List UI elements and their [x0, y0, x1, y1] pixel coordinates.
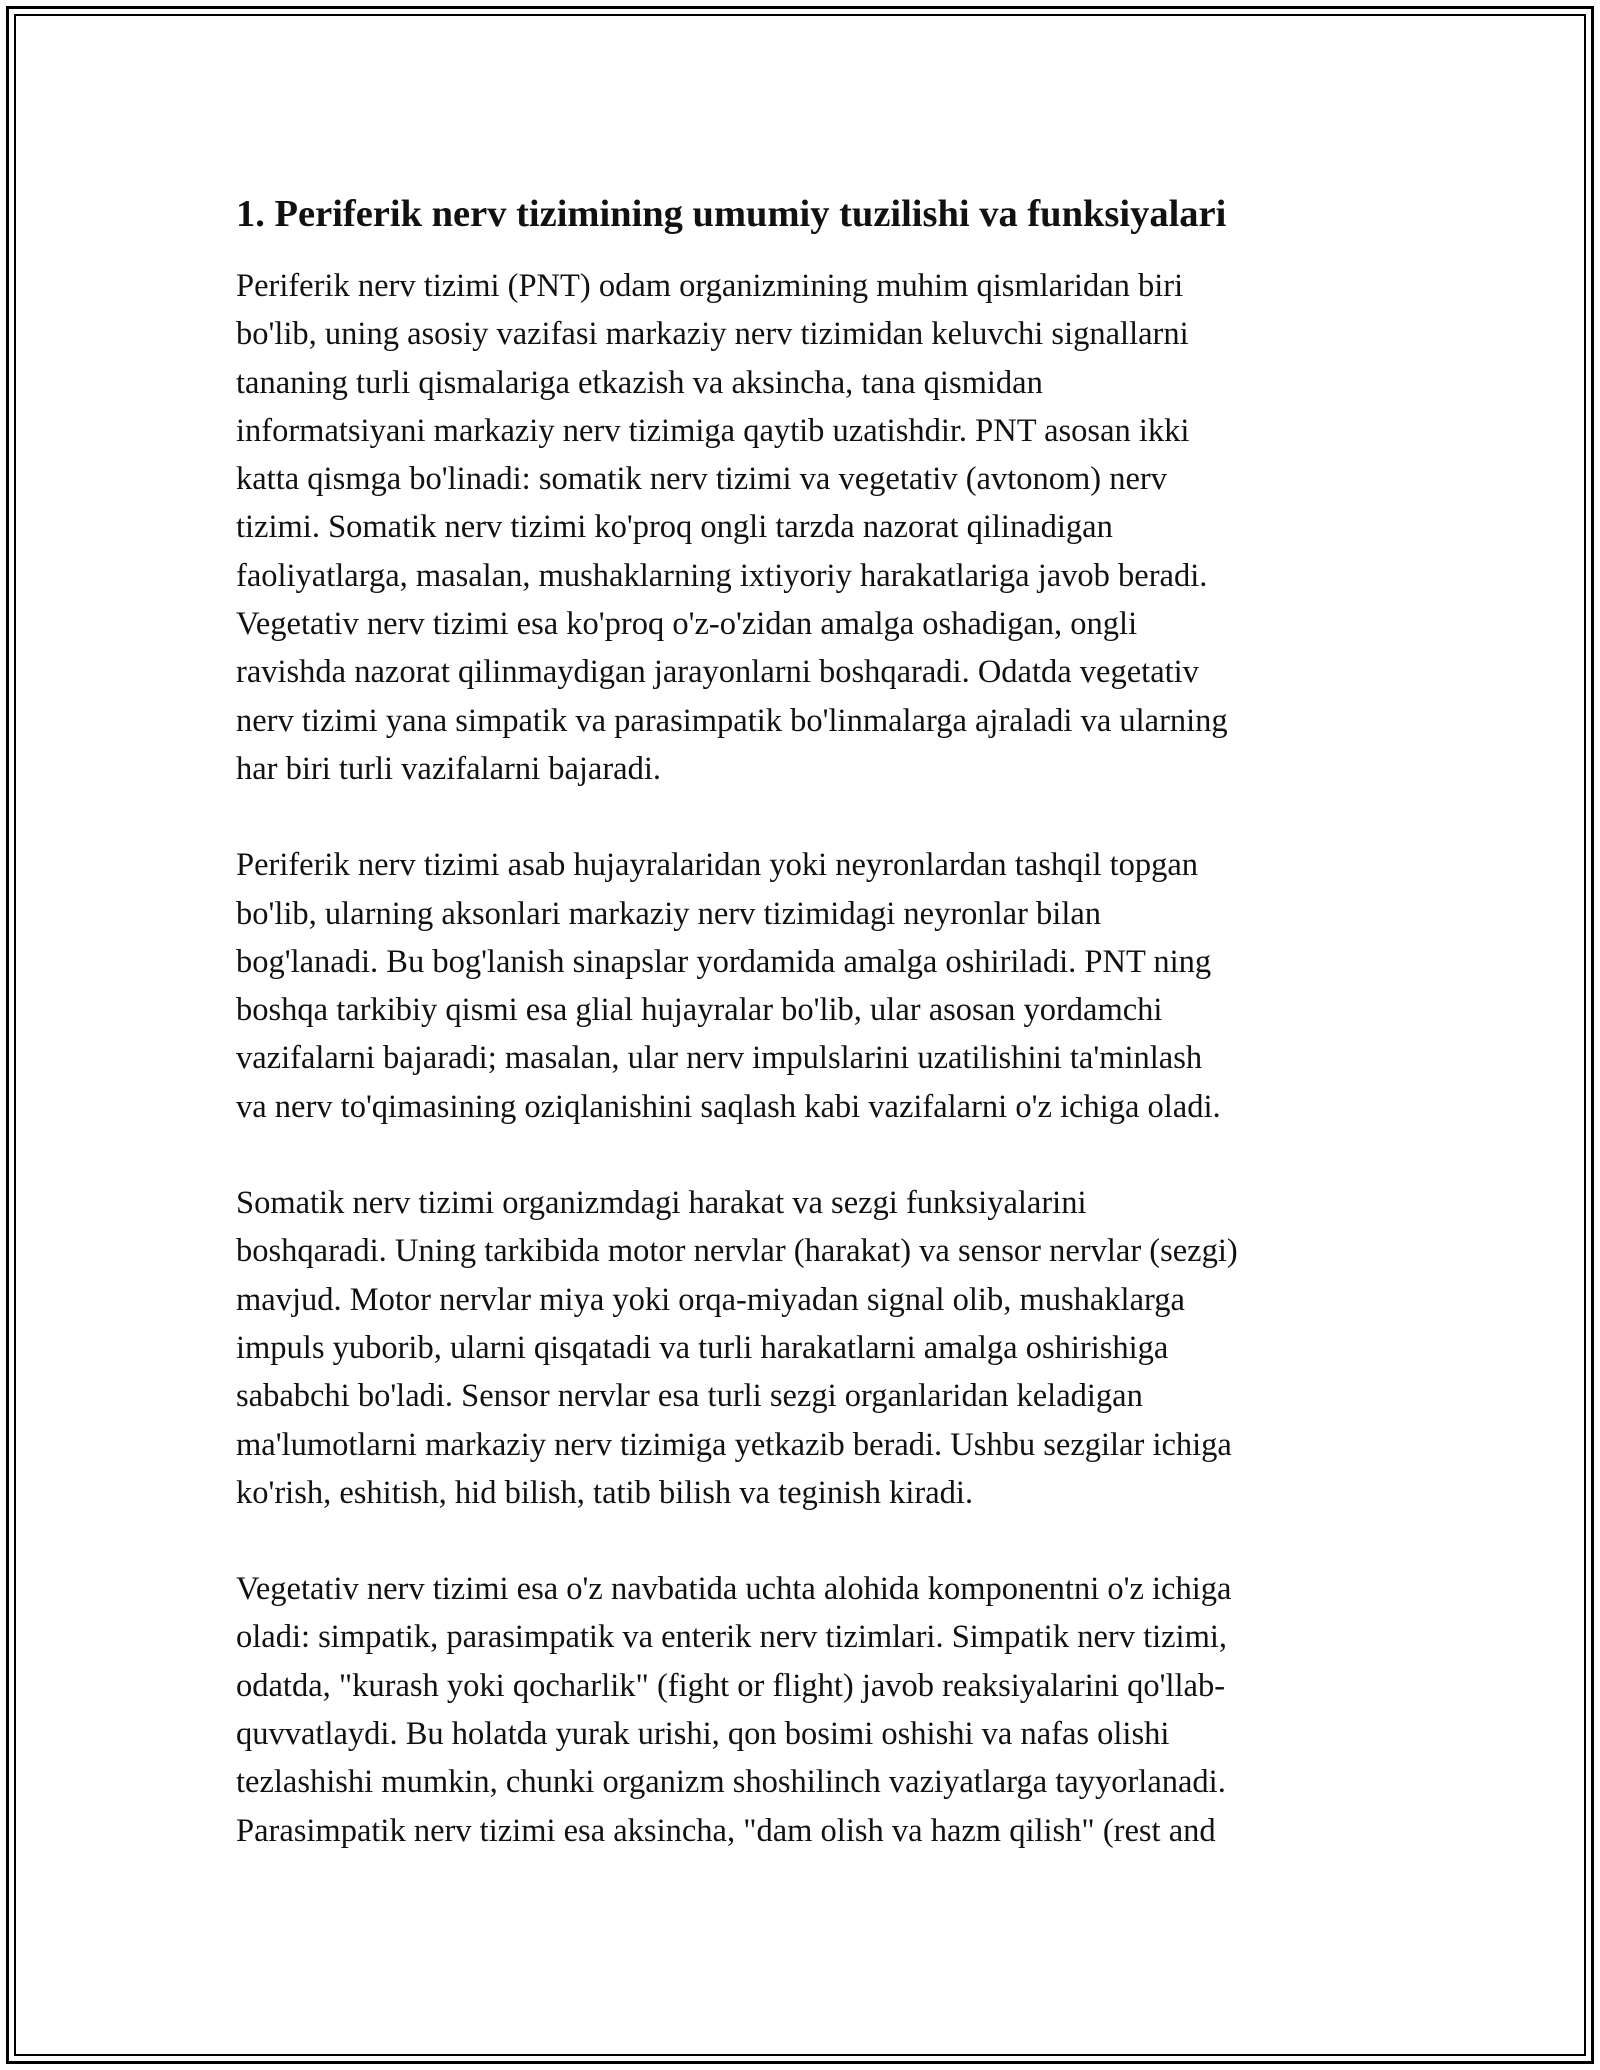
paragraph-1 [236, 262, 1376, 793]
text-line: faoliyatlarga, masalan, mushaklarning ixtiyoriy harakatlariga javob beradi. [236, 557, 1208, 594]
text-line: Vegetativ nerv tizimi esa ko'proq o'z-o'zidan amalga oshadigan, ongli [236, 606, 1138, 643]
text-line: tizimi. Somatik nerv tizimi ko'proq ongli tarzda nazorat qilinadigan [236, 509, 1113, 546]
text-line: boshqaradi. Uning tarkibida motor nervlar (harakat) va sensor nervlar (sezgi) [236, 1233, 1238, 1270]
text-line: Periferik nerv tizimi asab hujayralaridan yoki neyronlardan tashqil topgan [236, 847, 1199, 884]
text-line: odatda, "kurash yoki qocharlik" (fight or flight) javob reaksiyalarini qo'llab- [236, 1667, 1226, 1704]
text-line: ko'rish, eshitish, hid bilish, tatib bilish va teginish kiradi. [236, 1474, 974, 1511]
paragraph-3 [236, 1179, 1376, 1517]
text-line: bo'lib, uning asosiy vazifasi markaziy nerv tizimidan keluvchi signallarni [236, 316, 1189, 353]
document-body [236, 186, 1376, 1903]
text-line: vazifalarni bajaradi; masalan, ular nerv impulslarini uzatilishini ta'minlash [236, 1040, 1203, 1077]
text-line: Parasimpatik nerv tizimi esa aksincha, "dam olish va hazm qilish" (rest and [236, 1812, 1216, 1849]
text-line: Vegetativ nerv tizimi esa o'z navbatida uchta alohida komponentni o'z ichiga [236, 1571, 1232, 1608]
text-line: tananing turli qismalariga etkazish va aksincha, tana qismidan [236, 364, 1043, 401]
text-line: har biri turli vazifalarni bajaradi. [236, 750, 662, 787]
text-line: tezlashishi mumkin, chunki organizm shoshilinch vaziyatlarga tayyorlanadi. [236, 1764, 1226, 1801]
text-line: nerv tizimi yana simpatik va parasimpatik bo'linmalarga ajraladi va ularning [236, 702, 1228, 739]
text-line: quvvatlaydi. Bu holatda yurak urishi, qon bosimi oshishi va nafas olishi [236, 1716, 1170, 1753]
text-line: bog'lanadi. Bu bog'lanish sinapslar yordamida amalga oshiriladi. PNT ning [236, 943, 1212, 980]
text-line: oladi: simpatik, parasimpatik va enterik nerv tizimlari. Simpatik nerv tizimi, [236, 1619, 1228, 1656]
text-line: va nerv to'qimasining oziqlanishini saqlash kabi vazifalarni o'z ichiga oladi. [236, 1088, 1221, 1125]
text-line: ravishda nazorat qilinmaydigan jarayonlarni boshqaradi. Odatda vegetativ [236, 654, 1199, 691]
text-line: bo'lib, ularning aksonlari markaziy nerv tizimidagi neyronlar bilan [236, 895, 1102, 932]
text-line: ma'lumotlarni markaziy nerv tizimiga yetkazib beradi. Ushbu sezgilar ichiga [236, 1426, 1232, 1463]
text-line: sababchi bo'ladi. Sensor nervlar esa turli sezgi organlaridan keladigan [236, 1378, 1143, 1415]
text-line: informatsiyani markaziy nerv tizimiga qaytib uzatishdir. PNT asosan ikki [236, 412, 1190, 449]
text-line: Somatik nerv tizimi organizmdagi harakat va sezgi funksiyalarini [236, 1185, 1087, 1222]
text-line: mavjud. Motor nervlar miya yoki orqa-miyadan signal olib, mushaklarga [236, 1281, 1185, 1318]
paragraph-4 [236, 1565, 1376, 1855]
text-line: impuls yuborib, ularni qisqatadi va turli harakatlarni amalga oshirishiga [236, 1329, 1169, 1366]
section-heading: 1. Periferik nerv tizimining umumiy tuzilishi va funksiyalari [236, 193, 1227, 235]
text-line: Periferik nerv tizimi (PNT) odam organizmining muhim qismlaridan biri [236, 268, 1184, 304]
text-line: boshqa tarkibiy qismi esa glial hujayralar bo'lib, ular asosan yordamchi [236, 992, 1163, 1029]
paragraph-2 [236, 841, 1376, 1131]
text-line: katta qismga bo'linadi: somatik nerv tizimi va vegetativ (avtonom) nerv [236, 461, 1167, 498]
